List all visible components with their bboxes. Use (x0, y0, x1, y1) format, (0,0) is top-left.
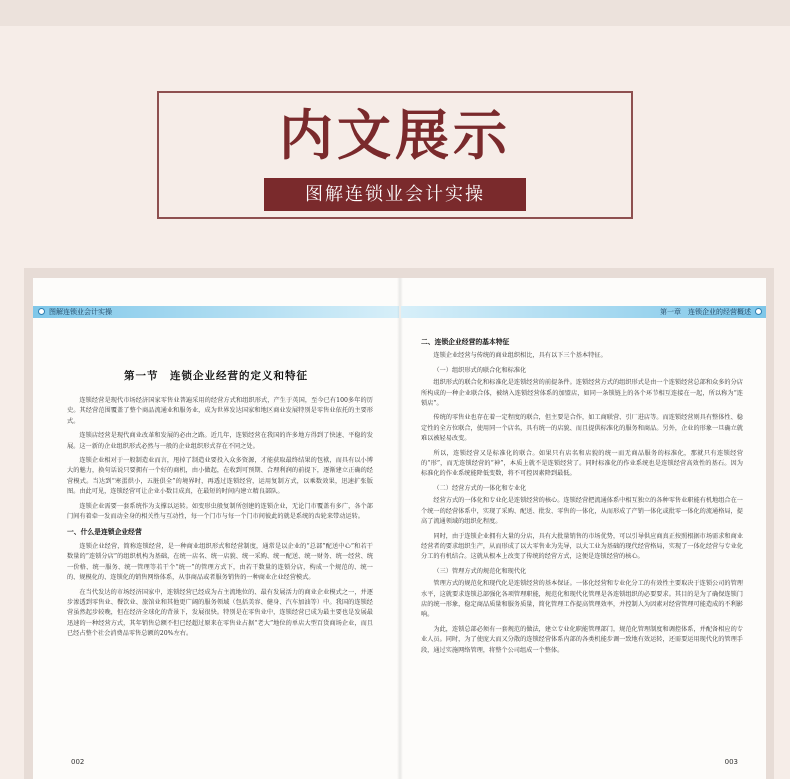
subsection-title: 一、什么是连锁企业经营 (67, 528, 142, 537)
running-head-right (401, 306, 766, 318)
feature-heading: （一）组织形式的联合化和标准化 (433, 366, 527, 374)
page-number: 002 (71, 758, 85, 766)
top-band (0, 0, 790, 26)
right-page (401, 278, 766, 779)
paragraph: 组织形式的联合化和标准化是连锁经营的前提条件。连锁经营方式的组织形式是由一个连锁经营总部和众多的分店所构成的一种企业联合体，被纳入连锁经营体系的加盟店，如同一条锁链上的各个环节相互连接在一起，所以称为“连锁店”。 (421, 379, 743, 408)
running-head-left (33, 306, 399, 318)
paragraph: 为此，连锁总部必须有一套规范的做法，建立专业化职能管理部门，规范化管理制度和调控体系，并配备相应的专业人员。同时，为了使庞大而又分散的连锁经营体系内部的各类机能步调一致地有效运转，还需要运用现代化的管理手段，通过实施网络管理，将整个公司组成一个整体。 (421, 625, 743, 654)
subsection-title: 二、连锁企业经营的基本特征 (421, 338, 510, 346)
paragraph: 所以，连锁经营又是标准化的联合。如果只有店名和店貌的统一而无商品服务的标准化，那就只有连锁经营的“形”，而无连锁经营的“神”，本质上就不是连锁经营了。同时标准化的作业系统也是连锁经营高效性的基石。因为标准化的作业系统能降低变数，将不可控因素降到最低。 (421, 449, 743, 478)
paragraph: 连锁企业经营，简称连锁经营，是一种商业组织形式和经营制度，通常是以企业的“总部”配送中心”和若干数量的“连锁分店”的组织机构为基础，在统一店名、统一店貌、统一采购、统一配送、统一财务、统一经营、统一价格、统一服务、统一管理等若干个“统一”的管理方式下，由若干数量的连锁分店，构成一个规范的、统一的、规模化的、连锁化的销售网络体系，从事商品或者服务销售的一种商业企业经营模式。 (67, 542, 373, 582)
feature-heading: （二）经营方式的一体化和专业化 (433, 484, 527, 492)
book-spread (33, 278, 766, 779)
paragraph: 连锁店经营是现代商业改革和发展的必由之路。近几年，连锁经营在我国的许多地方得到了快速、平稳的发展。这一新的企业组织形式必然与一般的企业组织形式存在不同之处。 (67, 432, 373, 450)
paragraph: 连锁企业需要一套系统作为支撑以运转。如变形虫般复制所创建的连锁企业，无论门市覆盖有多广，各个部门间有着牵一发而动全身的相关性与互动性，每一个门市与每一个门市间彼此的就是系统的齿轮来带动运转。 (67, 502, 373, 521)
paragraph: 连锁企业相对于一般制造业而言，甩掉了制造业要投入众多资源，才能获取最终结果的包袱，而具有以小博大的魅力，换句话说只要拥有一个好的商机，由小做起，在收到可预期、合理利润的前提下，逐渐建立正确的经营模式。当达到“寒蛋烘小，五脏俱全”的境界时，再透过连锁经营，运用复制方式，以乘数效果，迅速扩张版图。由此可见，连锁经营可让企业小数目成真，在最短的时间内建立精良部队。 (67, 457, 373, 496)
page-number: 003 (724, 758, 738, 766)
paragraph: 在当代发达的市场经济国家中，连锁经营已经成为占主流地位的、最有发展活力的商业企业模式之一，并逐步渗透到零售业、餐饮业、旅馆业和其他更广阔的服务领域（包括美容、健身、汽车加油等）中。我国的连锁经营虽然起步较晚，但在经济全球化的背景下，发展很快。特别是在零售业中，连锁经营已成为最主要也是发展最迅速的一种经营方式，其年销售总额不但已经超过原来在零售业占据“老大”地位的单店大型百货商场企业，而且已经占整个社会消费品零售总额的20%左右。 (67, 588, 373, 638)
paragraph: 管理方式的规范化和现代化是连锁经营的基本保证。一体化经营和专业化分工的有效性主要取决于连锁公司的管理水平，这就要求连锁总部强化各项管理职能，规范化和现代化管理是各连锁组织的必要要求。其目的是为了确保连锁门店的统一形象，稳定商品质量和服务质量，简化管理工作提高管理效率，并控制人为因素对经营管理可能造成的不利影响。 (421, 580, 743, 619)
bullet-icon (38, 308, 45, 315)
right-page-body (421, 332, 743, 660)
paragraph: 连锁经营是现代市场经济国家零售业普遍采用的经营方式和组织形式，产生于英国，至今已有100多年的历史。其经营范围覆盖了整个商品流通业和服务业，成为世界发达国家和地区商业发展特别是零售业依托的主要形式。 (67, 397, 373, 425)
section-title: 第一节 连锁企业经营的定义和特征 (124, 370, 308, 382)
header-title: 内文展示 (279, 104, 511, 167)
running-head-text: 第一章 连锁企业的经营概述 (660, 308, 751, 316)
paragraph: 传统的零售业也存在着一定程度的联合，但主要是合作，如工商联营、引厂进店等。而连锁经营则具有整体性、稳定性的全方位联合，使用同一个店名，具有统一的店貌、而且提供标准化的服务和商品。另外，企业的形象一旦确立就难以被轻易改变。 (421, 414, 743, 443)
paragraph: 连锁企业经营与传统的商业组织相比，具有以下三个基本特征。 (433, 352, 607, 360)
left-page-body (67, 396, 373, 644)
feature-heading: （三）管理方式的规范化和现代化 (433, 567, 527, 575)
paragraph: 同时，由于连锁企业拥有大量的分店，具有大批量销售的市场优势，可以引导供应商真正按照根据市场需求和商业经营者的要求组织生产，从而形成了以大零售业为先导，以大工业为基础的现代经营格局，实现了一体化经营与专业化分工的有机结合。这就从根本上改变了传统的经营方式，这便是连锁经营的核心。 (421, 532, 743, 561)
left-page (33, 278, 399, 779)
running-head-text: 图解连锁业会计实操 (49, 308, 112, 316)
paragraph: 经营方式的一体化和专业化是连锁经营的核心。连锁经营把流通体系中相互独立的各种零售业职能有机地组合在一个统一的经营体系中，实现了采购、配送、批发、零售的一体化，从而形成了产销一体化或批零一体化的流通格局，提高了流通领域的组织化程度。 (421, 497, 743, 526)
header-subtitle-banner: 图解连锁业会计实操 (264, 178, 526, 211)
bullet-icon (755, 308, 762, 315)
